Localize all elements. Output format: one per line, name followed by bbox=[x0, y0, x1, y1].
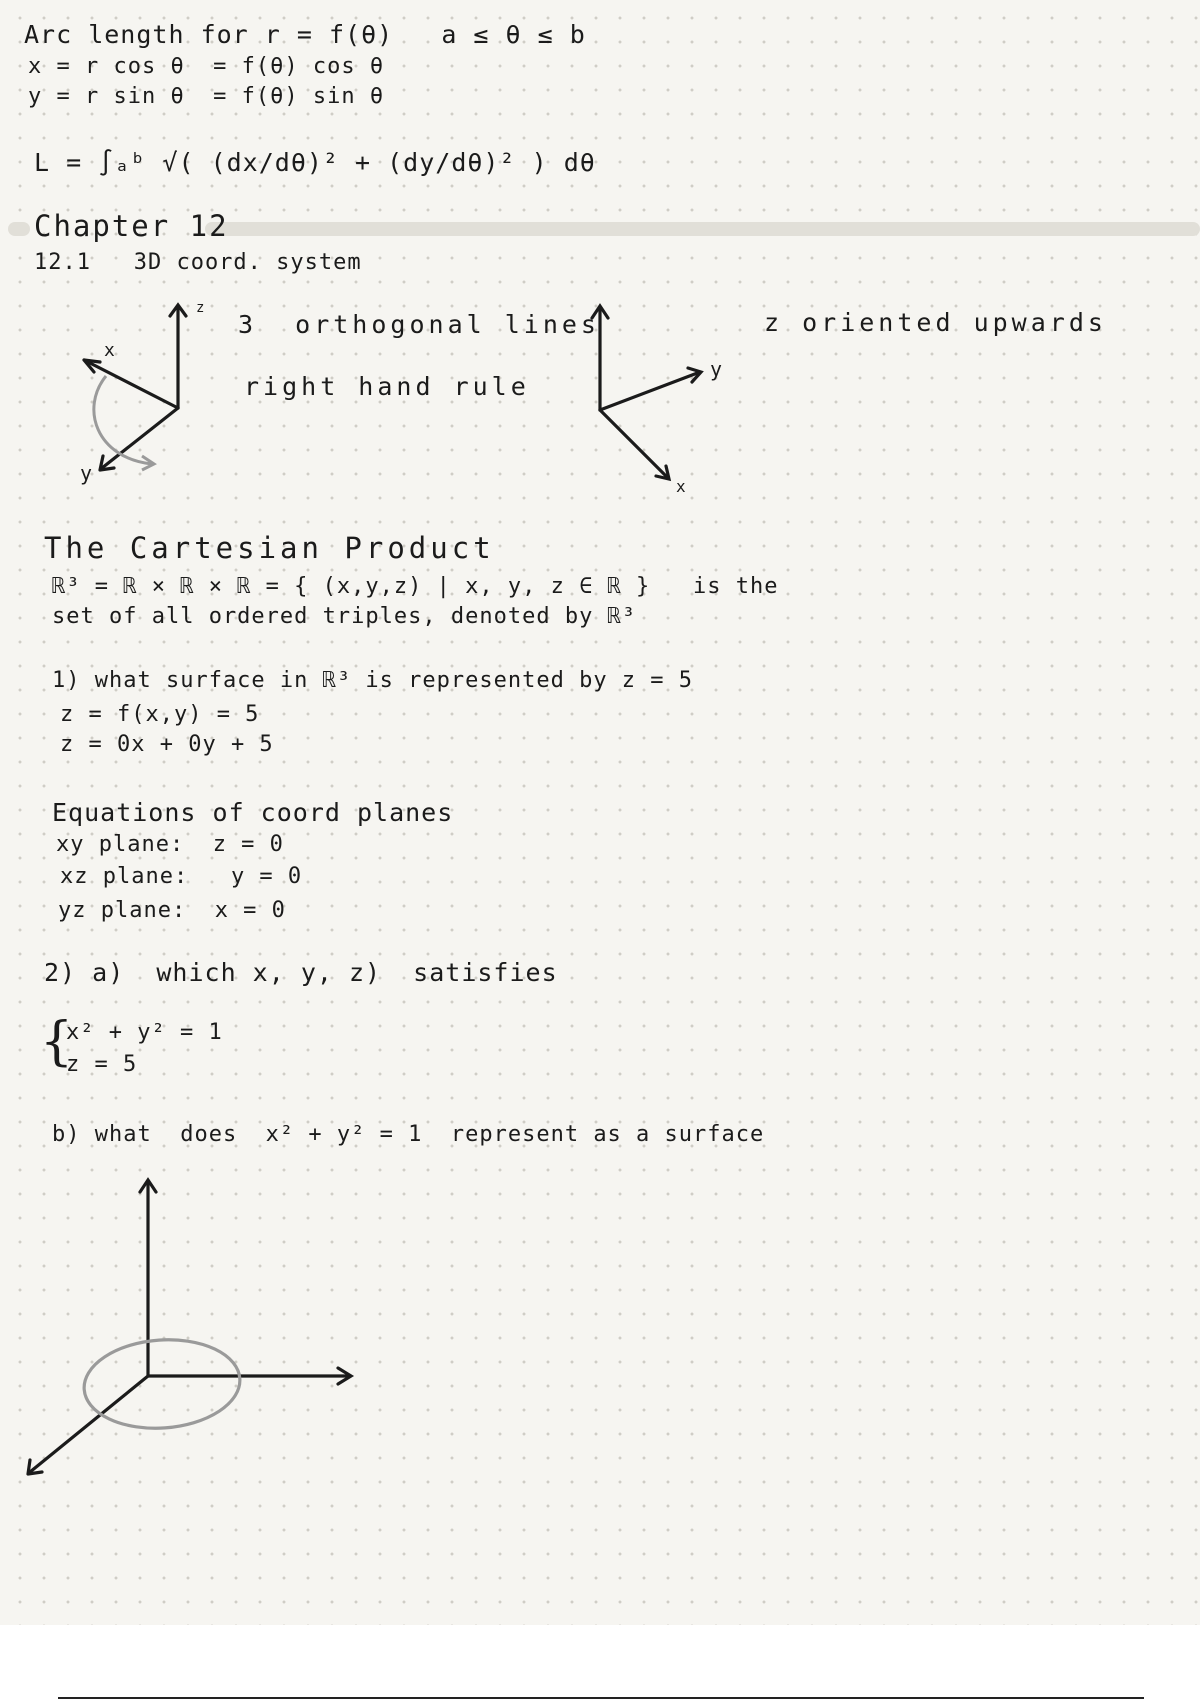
cartesian-line-1: ℝ³ = ℝ × ℝ × ℝ = { (x,y,z) | x, y, z ∈ ℝ } is the bbox=[52, 574, 779, 599]
q2b-prompt: b) what does x² + y² = 1 represent as a surface bbox=[52, 1122, 765, 1147]
system-eq-2: z = 5 bbox=[66, 1052, 138, 1077]
right-axes-sketch bbox=[580, 300, 740, 500]
right-x-axis bbox=[600, 410, 668, 478]
q1-prompt: 1) what surface in ℝ³ is represented by z = 5 bbox=[52, 668, 694, 693]
note-right-hand-rule: right hand rule bbox=[244, 372, 530, 401]
system-eq-1: x² + y² = 1 bbox=[66, 1020, 223, 1045]
right-x-label: x bbox=[676, 477, 686, 496]
highlight-dot bbox=[8, 222, 30, 236]
arc-length-heading: Arc length for r = f(θ) a ≤ θ ≤ b bbox=[24, 20, 586, 49]
coord-plane-xz: xz plane: y = 0 bbox=[60, 864, 303, 889]
cartesian-heading: The Cartesian Product bbox=[44, 531, 495, 565]
note-z-upwards: z oriented upwards bbox=[764, 308, 1107, 337]
bottom-x-axis bbox=[30, 1376, 148, 1472]
chapter-title: Chapter 12 bbox=[34, 209, 229, 243]
left-axes-sketch bbox=[70, 298, 210, 498]
note-orthogonal-lines: 3 orthogonal lines bbox=[238, 310, 600, 339]
left-x-label: x bbox=[104, 340, 115, 361]
left-z-label: z bbox=[196, 300, 205, 316]
cartesian-line-2: set of all ordered triples, denoted by ℝ³ bbox=[52, 604, 637, 629]
system-brace: { bbox=[40, 1012, 75, 1072]
cylinder-axes-sketch bbox=[20, 1170, 360, 1490]
arc-length-x-line: x = r cos θ = f(θ) cos θ bbox=[28, 54, 385, 79]
left-y-label: y bbox=[80, 461, 93, 485]
right-y-axis bbox=[600, 372, 700, 410]
section-title: 12.1 3D coord. system bbox=[34, 250, 362, 275]
q1-line-2: z = 0x + 0y + 5 bbox=[60, 732, 274, 757]
right-y-label: y bbox=[710, 357, 723, 381]
left-y-axis bbox=[102, 408, 178, 468]
arc-length-y-line: y = r sin θ = f(θ) sin θ bbox=[28, 84, 385, 109]
q2a-prompt: 2) a) which x, y, z) satisfies bbox=[44, 958, 558, 987]
coord-plane-yz: yz plane: x = 0 bbox=[58, 898, 286, 923]
highlight-bar bbox=[205, 222, 1200, 236]
q1-line-1: z = f(x,y) = 5 bbox=[60, 702, 260, 727]
page-bottom-rule bbox=[58, 1697, 1144, 1699]
arc-length-formula: L = ∫ₐᵇ √( (dx/dθ)² + (dy/dθ)² ) dθ bbox=[34, 148, 596, 177]
coord-planes-heading: Equations of coord planes bbox=[52, 798, 454, 827]
coord-plane-xy: xy plane: z = 0 bbox=[56, 832, 284, 857]
page-bottom-strip bbox=[0, 1625, 1200, 1700]
unit-circle-sketch bbox=[81, 1335, 243, 1434]
